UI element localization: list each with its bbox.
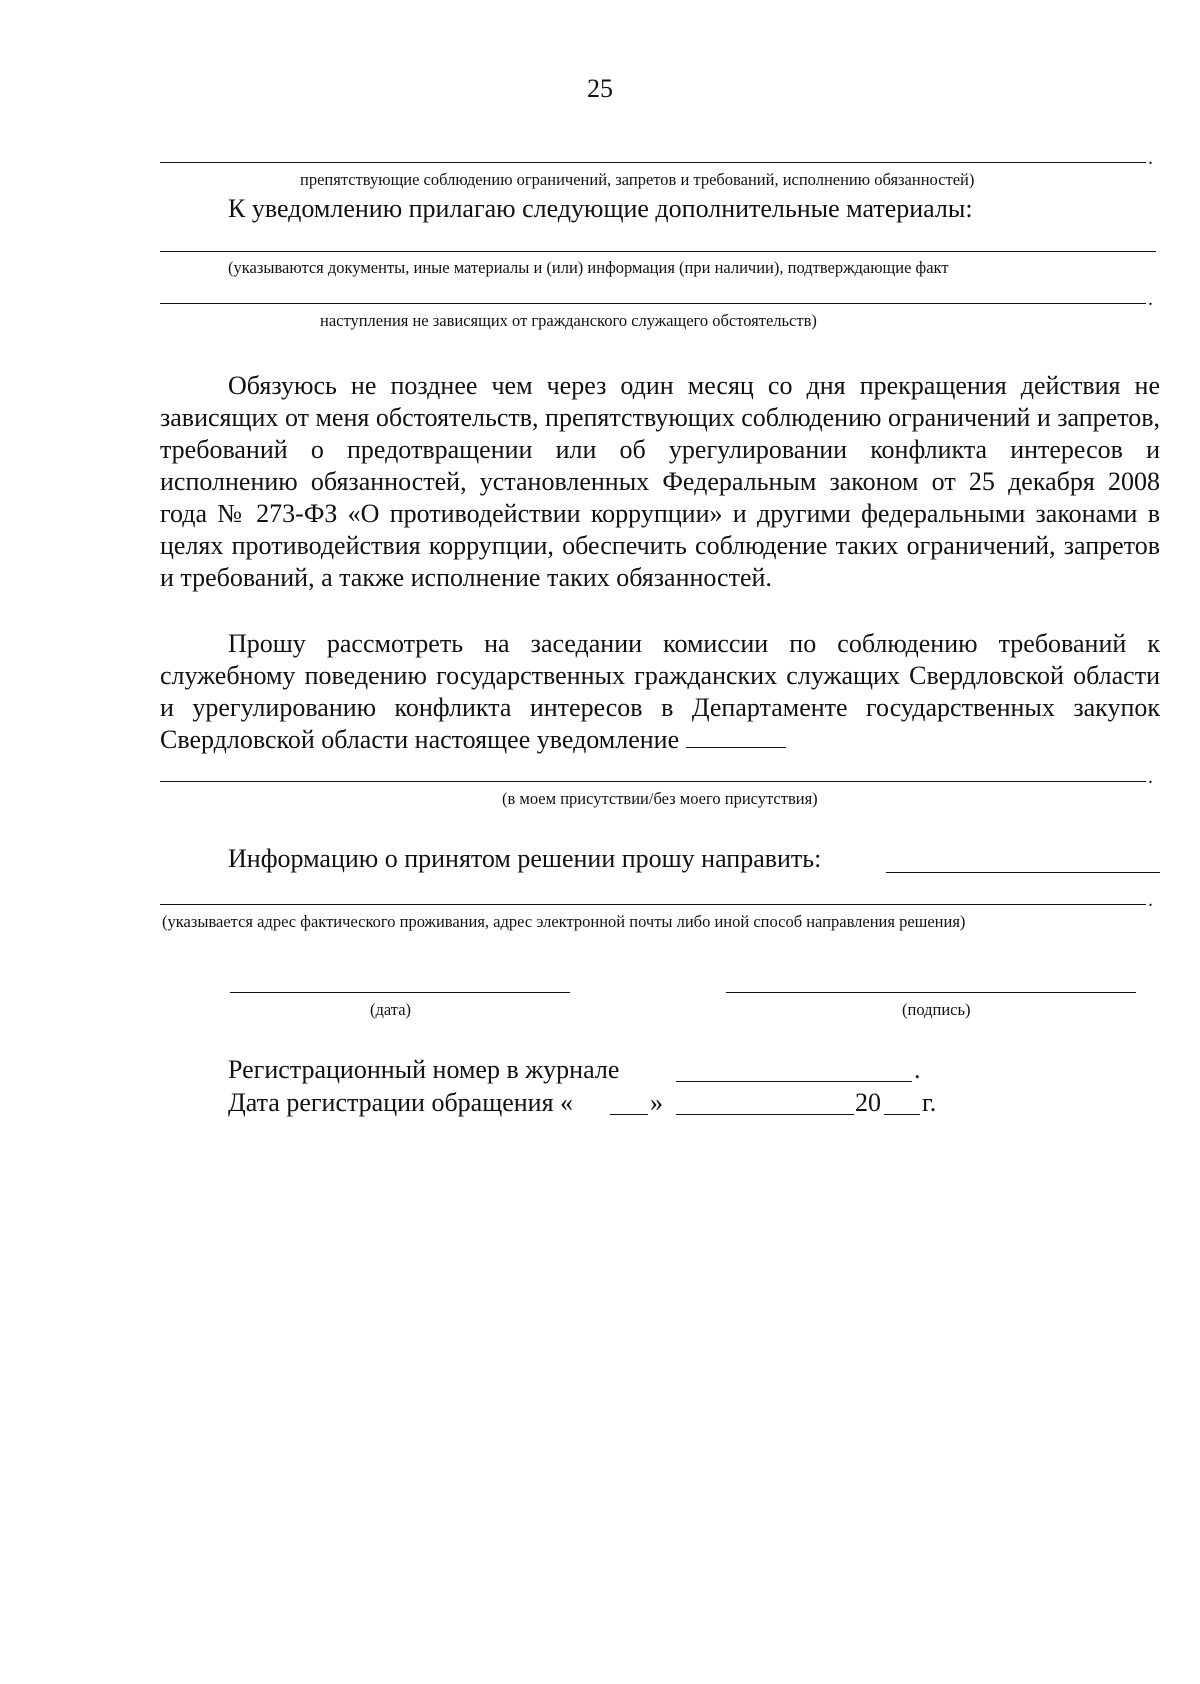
reg-number-label: Регистрационный номер в журнале xyxy=(228,1055,620,1084)
line-period: . xyxy=(1148,147,1153,169)
reg-year-prefix: 20 xyxy=(855,1088,881,1117)
line-period: . xyxy=(1148,766,1153,788)
attach-heading: К уведомлению прилагаю следующие дополнительные материалы: xyxy=(228,194,973,223)
reg-date-label: Дата регистрации обращения « xyxy=(228,1088,574,1117)
caption-date: (дата) xyxy=(370,1000,412,1019)
fill-line-obstacles xyxy=(160,162,1146,163)
fill-line-address xyxy=(160,904,1146,905)
line-period: . xyxy=(1148,889,1153,911)
reg-year-line xyxy=(884,1114,920,1115)
paragraph-request xyxy=(160,628,1160,756)
page-number: 25 xyxy=(587,74,613,103)
reg-number-period: . xyxy=(914,1055,921,1084)
fill-line-presence xyxy=(160,781,1146,782)
caption-address: (указывается адрес фактического проживания, адрес электронной почты либо иной способ направления решения) xyxy=(162,912,966,931)
paragraph-obligation: Обязуюсь не позднее чем через один месяц со дня прекращения действия не зависящих от меня обстоятельств, препятствующих соблюдению ограничений и запретов, требований о предотвращении или об урегулировании конфликта интересов и исполнению обязанностей, установленных Федеральным законом от 25 декабря 2008 года № 273-ФЗ «О противодействии коррупции» и другими федеральными законами в целях противодействия коррупции, обеспечить соблюдение таких ограничений, запретов и требований, а также исполнение таких обязанностей. xyxy=(160,371,1160,592)
caption-docs-1: (указываются документы, иные материалы и (или) информация (при наличии), подтверждающие факт xyxy=(228,258,949,277)
fill-line-docs-2 xyxy=(160,303,1146,304)
info-blank-line xyxy=(886,872,1160,873)
reg-month-line xyxy=(676,1114,854,1115)
reg-number-line xyxy=(676,1081,912,1082)
info-label: Информацию о принятом решении прошу направить: xyxy=(228,844,822,873)
signature-line xyxy=(726,992,1136,993)
line-period: . xyxy=(1148,288,1153,310)
caption-obstacles: препятствующие соблюдению ограничений, запретов и требований, исполнению обязанностей) xyxy=(300,170,975,189)
paragraph-request-text: Прошу рассмотреть на заседании комиссии по соблюдению требований к служебному поведению государственных гражданских служащих Свердловской области и урегулированию конфликта интересов в Департаменте государственных закупок Свердловской области настоящее уведомление xyxy=(160,629,1160,754)
fill-line-docs-1 xyxy=(160,251,1156,252)
caption-presence: (в моем присутствии/без моего присутствия) xyxy=(502,789,818,808)
presence-blank xyxy=(686,725,786,748)
caption-signature: (подпись) xyxy=(902,1000,971,1019)
date-line xyxy=(230,992,570,993)
reg-year-suffix: г. xyxy=(922,1088,937,1117)
reg-date-quote-close: » xyxy=(650,1088,663,1117)
reg-day-line xyxy=(610,1114,648,1115)
caption-docs-2: наступления не зависящих от гражданского служащего обстоятельств) xyxy=(320,311,817,330)
